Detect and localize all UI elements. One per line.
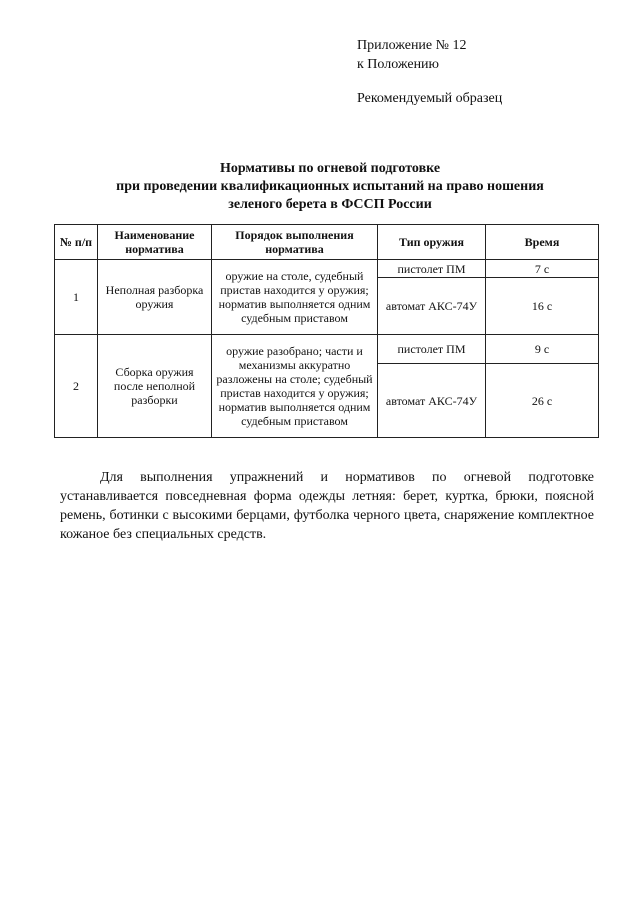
row-2-num: 2 xyxy=(55,335,98,438)
table-header-row xyxy=(55,225,599,260)
row-2-order: оружие разобрано; части и механизмы аккуратно разложены на столе; судебный пристав находится у оружия; норматив выполняется одним судебным приставом xyxy=(212,335,378,438)
row-2-weapon-1: пистолет ПМ xyxy=(378,335,486,364)
header-time: Время xyxy=(486,225,599,260)
recommended-sample-label: Рекомендуемый образец xyxy=(357,91,503,106)
row-1-order: оружие на столе, судебный пристав находится у оружия; норматив выполняется одним судебным приставом xyxy=(212,260,378,335)
appendix-regulation: к Положению xyxy=(357,57,440,72)
document-title xyxy=(60,160,600,214)
header-order: Порядок выполнения норматива xyxy=(212,225,378,260)
header-name: Наименование норматива xyxy=(98,225,212,260)
appendix-number: Приложение № 12 xyxy=(357,38,467,53)
title-line-2: при проведении квалификационных испытаний на право ношения xyxy=(116,179,544,194)
row-1-weapon-2: автомат АКС-74У xyxy=(378,278,486,335)
row-2-time-2: 26 с xyxy=(486,364,599,438)
header-weapon: Тип оружия xyxy=(378,225,486,260)
row-2-weapon-2: автомат АКС-74У xyxy=(378,364,486,438)
header-num: № п/п xyxy=(55,225,98,260)
row-1-time-1: 7 с xyxy=(486,260,599,278)
row-2-time-1: 9 с xyxy=(486,335,599,364)
norms-table xyxy=(54,224,599,438)
row-1-num: 1 xyxy=(55,260,98,335)
row-1-weapon-1: пистолет ПМ xyxy=(378,260,486,278)
table-row xyxy=(55,260,599,278)
uniform-requirements-paragraph: Для выполнения упражнений и нормативов по огневой подготовке устанавливается повседневная форма одежды летняя: берет, куртка, брюки, поясной ремень, ботинки с высокими берцами, футболка черного цвета, снаряжение комплектное кожаное без специальных средств. xyxy=(60,470,594,542)
title-line-3: зеленого берета в ФССП России xyxy=(228,197,432,212)
row-1-time-2: 16 с xyxy=(486,278,599,335)
appendix-reference xyxy=(357,36,467,74)
title-line-1: Нормативы по огневой подготовке xyxy=(219,161,441,176)
row-2-name: Сборка оружия после неполной разборки xyxy=(98,335,212,438)
row-1-name: Неполная разборка оружия xyxy=(98,260,212,335)
table-row xyxy=(55,335,599,364)
